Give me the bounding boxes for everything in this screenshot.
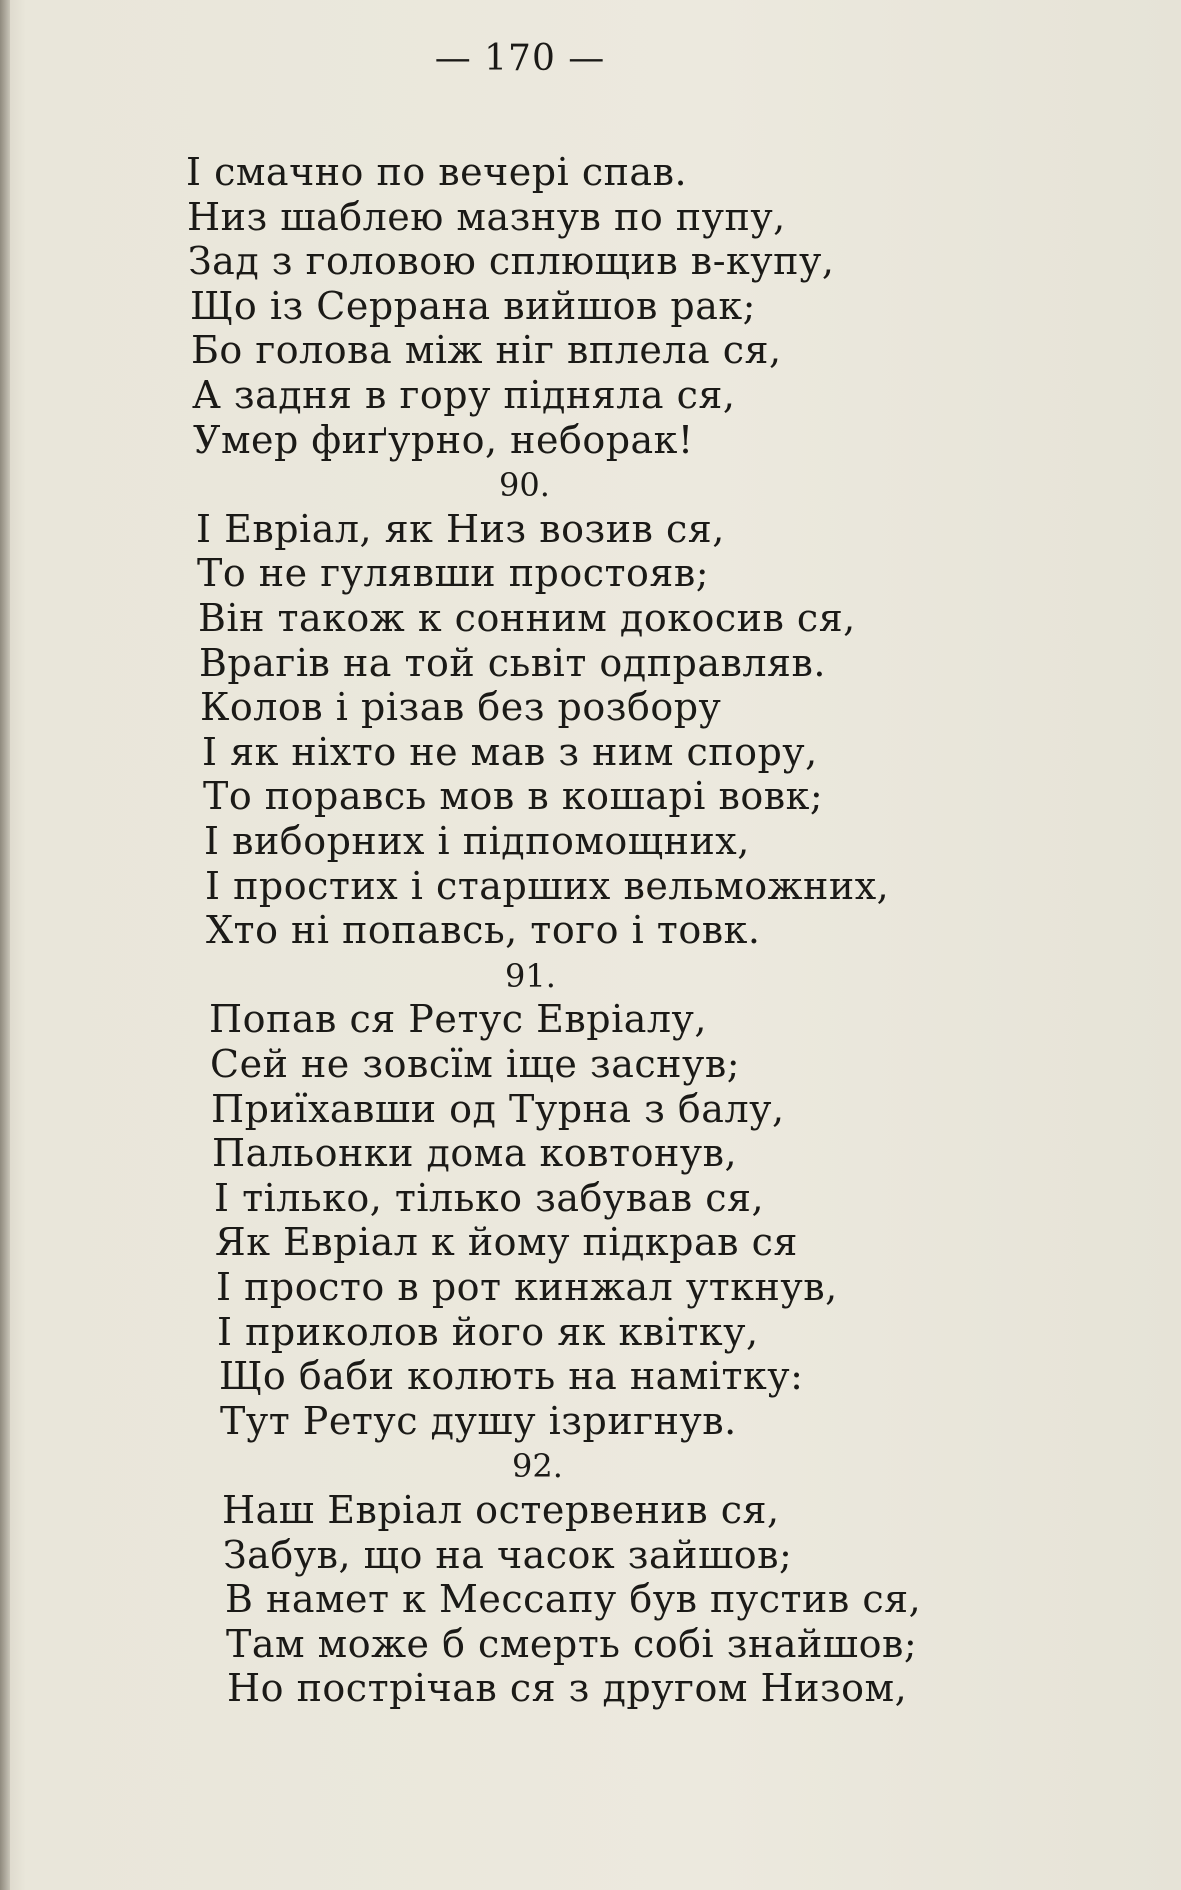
poem-line: І просто в рот кинжал уткнув, [216,1265,838,1309]
poem-line: І смачно по вечері спав. [186,150,688,194]
poem-line: То не гулявши простояв; [197,551,710,596]
poem-line: Приїхавши од Турна з балу, [211,1086,785,1131]
poem-line: Він також к сонним докосив ся, [198,596,856,640]
poem-line: Що баби колють на намітку: [219,1354,804,1399]
poem-line: Наш Евріал остервенив ся, [222,1488,780,1532]
poem-line: Там може б смерть собі знайшов; [226,1621,918,1666]
stanza-number: 91. [505,956,556,995]
poem-line: Що із Серрана вийшов рак; [190,283,756,328]
poem-line: Забув, що на часок зайшов; [223,1532,793,1577]
poem-line: Бо голова між ніг вплела ся, [191,328,782,373]
poem-line: Попав ся Ретус Евріалу, [209,997,707,1042]
poem-line: І тілько, тілько забував ся, [214,1175,765,1220]
poem-line: Колов і різав без розбору [200,685,722,730]
poem-line: Низ шаблею мазнув по пупу, [187,194,786,239]
poem-line: І виборних і підпомощних, [204,819,750,863]
stanza-number: 92. [512,1447,563,1486]
poem-line: І Евріал, як Низ возив ся, [196,506,725,551]
poem-line: Умер фиґурно, неборак! [193,417,694,462]
poem-line: І як ніхто не мав з ним спору, [202,729,818,774]
poem-line: І простих і старших вельможних, [205,863,890,908]
stanza-number: 90. [499,466,550,505]
poem-line: Сей не зовсїм іще заснув; [210,1042,741,1086]
poem-line: В намет к Мессапу був пустив ся, [225,1577,922,1622]
poem-line: Тут Ретус душу ізригнув. [220,1398,737,1443]
poem-line: Хто ні попавсь, того і товк. [206,908,761,953]
page-spine-shadow [0,0,10,1890]
poem-line: Зад з головою сплющив в-купу, [188,239,835,284]
poem-line: Но пострічав ся з другом Низом, [227,1666,908,1711]
poem-line: Пальонки дома ковтонув, [212,1131,738,1176]
poem-line: Врагів на той сьвіт одправляв. [199,640,826,685]
poem-line: А задня в гору підняла ся, [192,373,736,417]
poem-line: То поравсь мов в кошарі вовк; [203,774,824,819]
page-number: — 170 — [434,38,606,79]
poem-line: Як Евріал к йому підкрав ся [215,1220,798,1265]
poem-line: І приколов його як квітку, [217,1309,759,1354]
